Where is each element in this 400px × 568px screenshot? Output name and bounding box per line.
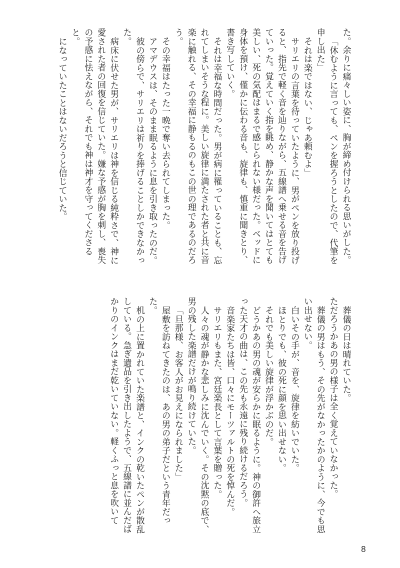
paragraph: 屋敷を訪ねてきたのは、あの男の弟子だという青年だった。 bbox=[147, 297, 171, 525]
text-block-bottom bbox=[52, 297, 352, 537]
paragraph: ほとりでも、彼の死に顔を思い出せない。 bbox=[276, 305, 287, 472]
paragraph: それは楽ではない、じゃあ頼むよ」 bbox=[302, 36, 313, 177]
paragraph: 彼の傍らで、サリエリは祈りを捧げることしかできなかった。 bbox=[121, 28, 145, 265]
page-number: 8 bbox=[360, 545, 366, 554]
paragraph: それでも美しい旋律が浮かぶのだ。 bbox=[263, 305, 274, 446]
text-block-top bbox=[52, 28, 352, 268]
paragraph: 病床に伏せた男が、サリエリは神を信じる純粋さで、神に愛された者の回復を信じていた。嫌な予感が胸を刺し、喪失の予感に怯えながら、それでも神は神才を守ってくださると。 bbox=[69, 28, 119, 265]
paragraph: 人々の魂が静かな悲しみに沈んでいく。その沈黙の底で、男の残した楽譜だけが鳴り続けていた。 bbox=[186, 297, 210, 534]
paragraph: その幸福はたった一晩で奪い去られてしまった。 bbox=[160, 36, 171, 230]
paragraph: サリエリの言葉を待っていたように、男がペンを放り投げると、指先で軽く音を辿りながら、五線譜へ乗せる音を告げていった。覚えていく指を眺め、静かな声を聞いてはとても美しい、死の気配はまるで感じられない様だった。ベッドに身体を預け、僅かに伝わる音も、旋律も、慎重に聞きとり、書き写していく。 bbox=[224, 28, 300, 265]
paragraph: 葬儀の日は晴れていた。 bbox=[341, 305, 351, 402]
paragraph: 「休むように言っても、ペンを握ろうとしたので、代筆を申し出た」 bbox=[315, 28, 339, 265]
paragraph: 音楽家たちは皆、口々にモーツァルトの死を悼んだ。 bbox=[224, 305, 235, 516]
paragraph: サリエリもまた、宮廷楽長として言葉を贈った。 bbox=[211, 305, 222, 499]
paragraph: アマデウスは、そのまま眠るように息を引き取ったのだ。 bbox=[147, 36, 158, 265]
paragraph: た。余りに痛々しい姿に、胸が締め付けられる思いがした。 bbox=[341, 28, 351, 265]
paragraph: 「旦那様、お客人がお見えになられました」 bbox=[173, 305, 184, 481]
paragraph: ただろうかあの男の様子は全く覚えていなかった。 bbox=[328, 297, 339, 499]
paragraph: どうかあの男の魂が安らかに眠るように。神の御許へ旅立った天才の曲は、この先も永遠に残り続けるだろう。 bbox=[237, 297, 261, 534]
paragraph: 葬儀の男はもう、その先がなかったかのように、今でも思い出せない。 bbox=[302, 297, 326, 534]
paragraph: それは幸福な時間だった。男が病に罹っていることも、忘れてしまいそうな程に。美しい旋律に満たされた者と共に音楽に触れる、その幸福に静もるのもこの世の理であるのだろう。 bbox=[173, 28, 222, 265]
paragraph: になっていたことはないだろうと信じていた。 bbox=[57, 36, 68, 221]
paragraph: 机の上に置かれていた楽譜と、インクの乾いたペンが散乱している。急ぎ遺品を引き出したようで、五線譜に並んだばかりのインクはまだ乾いていない。軽くふっと息を吹いて bbox=[108, 297, 145, 534]
paragraph: 白いその手が、音を、旋律を紡いでいた。 bbox=[289, 305, 300, 472]
